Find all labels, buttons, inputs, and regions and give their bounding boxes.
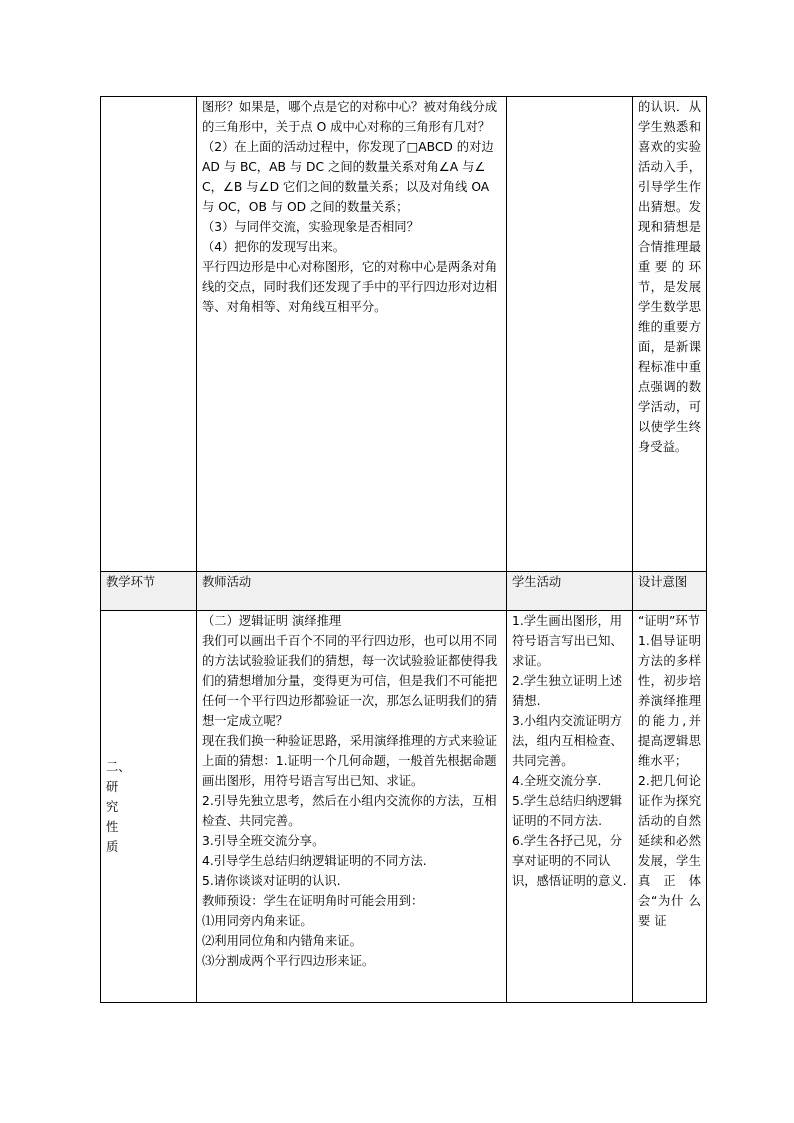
student-activity-cell xyxy=(507,97,633,572)
header-student: 学生活动 xyxy=(507,572,633,611)
teacher-paragraph: 我们可以画出千百个不同的平行四边形，也可以用不同的方法试验验证我们的猜想，每一次试验验证都使得我们的猜想增加分量，变得更为可信，但是我们不可能把任何一个平行四边形都验证一次，那怎么证明我们的猜想一定成立呢？ xyxy=(202,634,498,728)
student-paragraph: 4.全班交流分享. xyxy=(512,774,602,788)
teacher-paragraph: 2.引导先独立思考，然后在小组内交流你的方法，互相检查、共同完善。 xyxy=(202,794,497,828)
stage-cell xyxy=(101,611,197,1003)
stage-label: 二、 研 究 性 质 xyxy=(106,759,131,854)
teacher-paragraph: ⑴用同旁内角来证。 xyxy=(202,914,313,928)
student-paragraph: 6.学生各抒己见，分享对证明的不同认识，感悟证明的意义. xyxy=(512,834,627,888)
teacher-activity-cell xyxy=(197,611,507,1003)
teacher-paragraph: 平行四边形是中心对称图形，它的对称中心是两条对角线的交点，同时我们还发现了手中的平行四边形对边相等、对角相等、对角线互相平分。 xyxy=(202,260,498,314)
teacher-paragraph: ⑵利用同位角和内错角来证。 xyxy=(202,934,362,948)
intent-paragraph: 2.把几何论证作为探究活动的自然延续和必然发展，学生真正体会“为什 么 要 证 xyxy=(638,774,701,928)
teacher-paragraph: 5.请你谈谈对证明的认识. xyxy=(202,874,341,888)
teacher-paragraph: 4.引导学生总结归纳逻辑证明的不同方法. xyxy=(202,854,427,868)
table-row-continued xyxy=(101,97,707,572)
teacher-paragraph: （2）在上面的活动过程中，你发现了□ABCD 的对边 AD 与 BC，AB 与 DC 之间的数量关系对角∠A 与∠C，∠B 与∠D 它们之间的数量关系；以及对角线 OA 与 OC，OB 与 OD 之间的数量关系； xyxy=(202,140,494,214)
teacher-paragraph: （3）与同伴交流，实验现象是否相同？ xyxy=(202,220,419,234)
teacher-paragraph: 3.引导全班交流分享。 xyxy=(202,834,325,848)
student-paragraph: 5.学生总结归纳逻辑证明的不同方法. xyxy=(512,794,623,828)
teacher-paragraph: 现在我们换一种验证思路，采用演绎推理的方式来验证上面的猜想：1.证明一个几何命题，一般首先根据命题画出图形，用符号语言写出已知、求证。 xyxy=(202,734,498,788)
lesson-plan-table xyxy=(100,96,707,1003)
teacher-paragraph: （4）把你的发现写出来。 xyxy=(202,240,346,254)
teacher-paragraph: ⑶分割成两个平行四边形来证。 xyxy=(202,954,375,968)
header-stage: 教学环节 xyxy=(101,572,197,611)
student-paragraph: 1.学生画出图形，用符号语言写出已知、求证。 xyxy=(512,614,623,668)
header-intent: 设计意图 xyxy=(633,572,707,611)
intent-paragraph: 1.倡导证明方法的多样性，初步培养演绎推理的能力,并提高逻辑思维水平； xyxy=(638,634,701,768)
teacher-paragraph: （二）逻辑证明 演绎推理 xyxy=(202,614,342,628)
table-row-research-properties xyxy=(101,611,707,1003)
teacher-activity-cell xyxy=(197,97,507,572)
teacher-paragraph: 图形？如果是，哪个点是它的对称中心？被对角线分成的三角形中，关于点 O 成中心对称的三角形有几对？ xyxy=(202,100,498,134)
student-paragraph: 3.小组内交流证明方法，组内互相检查、共同完善。 xyxy=(512,714,623,768)
header-teacher: 教师活动 xyxy=(197,572,507,611)
design-intent-cell xyxy=(633,611,707,1003)
student-paragraph: 2.学生独立证明上述猜想. xyxy=(512,674,623,708)
intent-paragraph: “证明”环节 xyxy=(638,614,700,628)
stage-cell xyxy=(101,97,197,572)
design-intent-cell: 的认识．从学生熟悉和喜欢的实验活动入手，引导学生作出猜想。发现和猜想是合情推理最重要的环节，是发展学生数学思维的重要方面，是新课程标准中重点强调的数学活动，可以使学生终身受益。 xyxy=(633,97,707,572)
student-activity-cell xyxy=(507,611,633,1003)
teacher-paragraph: 教师预设：学生在证明角时可能会用到： xyxy=(202,894,424,908)
table-header-row xyxy=(101,572,707,611)
